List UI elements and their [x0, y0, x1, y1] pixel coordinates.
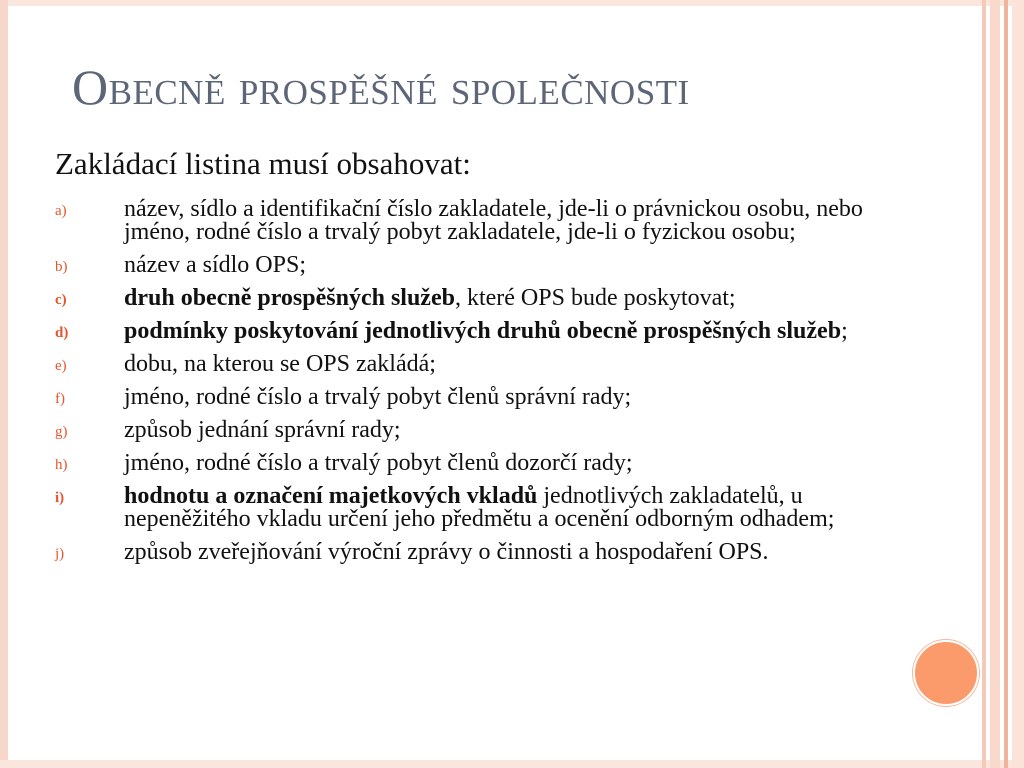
list-item: [55, 320, 925, 343]
item-text: jméno, rodné číslo a trvalý pobyt členů dozorčí rady;: [124, 450, 633, 476]
list-item: [55, 198, 925, 244]
list-item: [55, 287, 925, 310]
intro-text: Zakládací listina musí obsahovat:: [55, 146, 471, 181]
item-text: dobu, na kterou se OPS zakládá;: [124, 351, 436, 377]
item-text: název, sídlo a identifikační číslo zakladatele, jde-li o právnickou osobu, nebo jméno, rodné číslo a trvalý pobyt zakladatele, jde-li o fyzickou osobu;: [124, 196, 863, 245]
list-item: [55, 541, 925, 564]
list-item: [55, 254, 925, 277]
list-item: [55, 485, 925, 531]
list-marker: i): [55, 490, 65, 506]
item-text: , které OPS bude poskytovat;: [454, 285, 736, 311]
item-bold-text: druh obecně prospěšných služeb: [124, 285, 455, 311]
list-marker: b): [55, 259, 68, 275]
frame-bottom-border: [0, 760, 1024, 768]
list-marker: e): [55, 358, 67, 374]
decorative-circle: [913, 640, 979, 706]
item-text: jednotlivých zakladatelů, u nepeněžitého vkladu určení jeho předmětu a ocenění odborným odhadem;: [124, 483, 835, 532]
frame-left-border: [0, 0, 8, 768]
item-text: jméno, rodné číslo a trvalý pobyt členů správní rady;: [124, 384, 632, 410]
list-item: [55, 353, 925, 376]
item-bold-text: hodnotu a označení majetkových vkladů: [124, 483, 538, 509]
list-marker: c): [55, 292, 67, 308]
list-marker: j): [55, 546, 65, 562]
item-bold-text: podmínky poskytování jednotlivých druhů obecně prospěšných služeb: [124, 318, 842, 344]
stripe: [990, 0, 1000, 768]
list-marker: h): [55, 457, 68, 473]
list-marker: f): [55, 391, 65, 407]
frame-top-border: [0, 0, 1024, 6]
slide-title: Obecně prospěšné společnosti: [72, 59, 690, 115]
list-marker: g): [55, 424, 68, 440]
item-text: způsob jednání správní rady;: [124, 417, 401, 443]
stripe: [1012, 0, 1024, 768]
list-marker: d): [55, 325, 69, 341]
requirements-list: [55, 198, 925, 574]
list-marker: a): [55, 203, 67, 219]
list-item: [55, 452, 925, 475]
list-item: [55, 419, 925, 442]
item-text: ;: [841, 318, 848, 344]
stripe: [1004, 0, 1008, 768]
list-item: [55, 386, 925, 409]
item-text: název a sídlo OPS;: [124, 252, 306, 278]
stripe: [982, 0, 986, 768]
right-decorative-stripes: [982, 0, 1024, 768]
item-text: způsob zveřejňování výroční zprávy o činnosti a hospodaření OPS.: [124, 539, 769, 565]
